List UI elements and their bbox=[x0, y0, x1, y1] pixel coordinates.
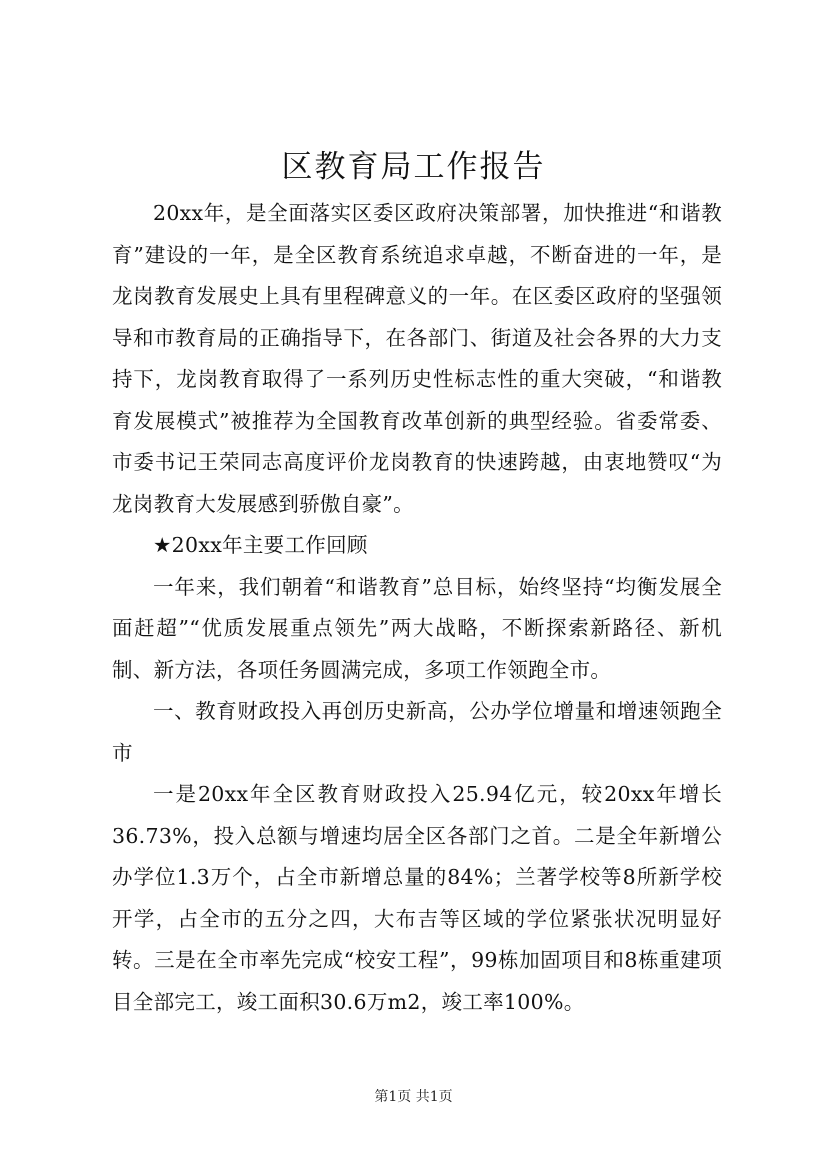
document-title: 区教育局工作报告 bbox=[281, 149, 546, 185]
finance-paragraph: 一是20xx年全区教育财政投入25.94亿元，较20xx年增长36.73%，投入总额与增速均居全区各部门之首。二是全年新增公办学位1.3万个，占全市新增总量的84%；兰著学校等8所新学校开学，占全市的五分之四，大布吉等区域的学位紧张状况明显好转。三是在全市率先完成“校安工程”，99栋加固项目和8栋重建项目全部完工，竣工面积30.6万m2，竣工率100%。 bbox=[112, 782, 722, 1014]
summary-paragraph: 一年来，我们朝着“和谐教育”总目标，始终坚持“均衡发展全面赶超”“优质发展重点领先”两大战略，不断探索新路径、新机制、新方法，各项任务圆满完成，多项工作领跑全市。 bbox=[112, 574, 722, 682]
page-footer: 第1页 共1页 bbox=[374, 1089, 453, 1105]
intro-paragraph: 20xx年，是全面落实区委区政府决策部署，加快推进“和谐教育”建设的一年，是全区教育系统追求卓越，不断奋进的一年，是龙岗教育发展史上具有里程碑意义的一年。在区委区政府的坚强领导和市教育局的正确指导下，在各部门、街道及社会各界的大力支持下，龙岗教育取得了一系列历史性标志性的重大突破，“和谐教育发展模式”被推荐为全国教育改革创新的典型经验。省委常委、市委书记王荣同志高度评价龙岗教育的快速跨越，由衷地赞叹“为龙岗教育大发展感到骄傲自豪”。 bbox=[112, 201, 722, 516]
document-body bbox=[112, 193, 722, 1023]
subsection-heading-finance: 一、教育财政投入再创历史新高，公办学位增量和增速领跑全市 bbox=[112, 699, 722, 765]
section-heading-review: ★20xx年主要工作回顾 bbox=[153, 533, 368, 557]
